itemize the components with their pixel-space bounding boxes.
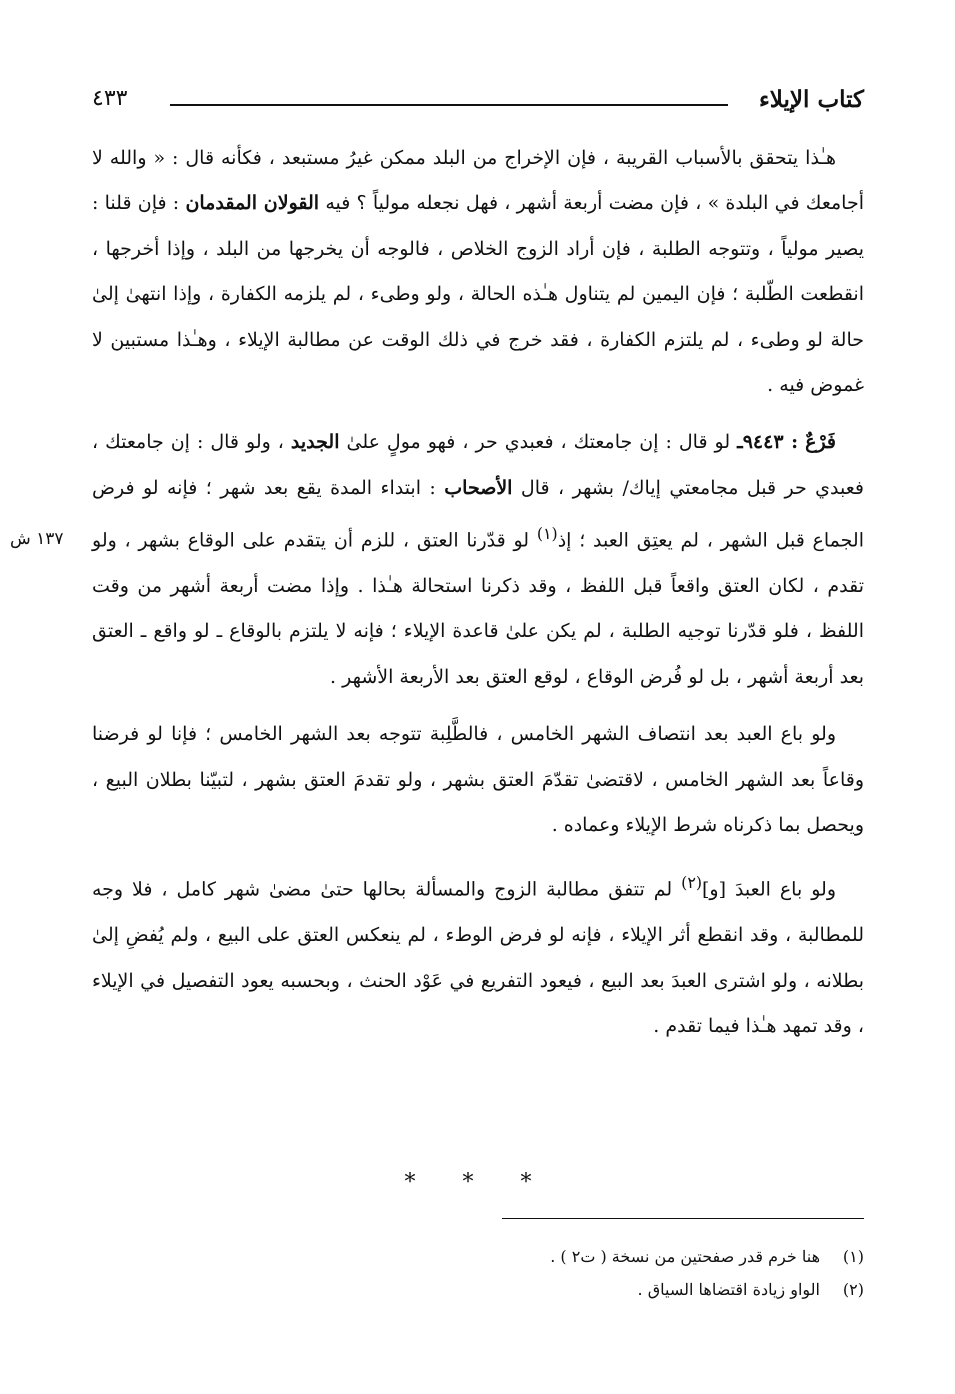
footnote-ref-1[interactable]: (١) [536, 524, 558, 544]
paragraph-4-text-a: ولو باع العبدَ [و] [702, 878, 836, 901]
page-number: ٤٣٣ [92, 86, 128, 111]
page-header [92, 82, 864, 122]
book-title: كتاب الإيلاء [758, 86, 864, 113]
paragraph-2-text-a: لو قال : إن جامعتك ، فعبدي حر ، فهو مولٍ علىٰ [346, 431, 731, 454]
header-rule [170, 104, 728, 106]
paragraph-4-text-b: لم تتفق مطالبة الزوج والمسألة بحالها حتىٰ مضىٰ شهر كامل ، فلا وجه للمطالبة ، وقد انقطع أثر الإيلاء ، فإنه لو فرض الوطء ، لم ينعكس العتق على البيع ، ولم يُفضِ إلىٰ بطلانه ، ولو اشترى العبدَ بعد البيع ، فيعود التفريع في عَوْد الحنث ، وبحسبه يعود التفصيل في الإيلاء ، وقد تمهد هـٰذا فيما تقدم . [92, 878, 864, 1037]
paragraph-1-text: هـٰذا يتحقق بالأسباب القريبة ، فإن الإخراج من البلد ممكن غيرُ مستبعد ، فكأنه قال : « والله لا أجامعك في البلدة » ، فإن مضت أربعة أشهر ، فهل نجعله مولياً ؟ فيه [92, 147, 864, 215]
paragraph-1-rest: : فإن قلنا : يصير مولياً ، وتتوجه الطلبة ، فإن أراد الزوج الخلاص ، فالوجه أن يخرجها من البلد ، وإذا أخرجها ، انقطعت الطّلبة ؛ فإن اليمين لم يتناول هـٰذه الحالة ، ولو وطىء ، لم يلزمه الكفارة ، وإذا انتهىٰ إلىٰ حالة لو وطىء ، لم يلتزم الكفارة ، فقد خرج في ذلك الوقت عن مطالبة الإيلاء ، وهـٰذا مستبين لا غموض فيه . [92, 192, 864, 397]
footnote-1-number: (١) [842, 1247, 864, 1266]
paragraph-1 [92, 136, 864, 408]
footnote-2-text: الواو زيادة اقتضاها السياق . [637, 1280, 820, 1299]
margin-note: ١٣٧ ش [10, 529, 64, 549]
paragraph-2-text-d: لو قدّرنا العتق ، للزم أن يتقدم على الوقاع بشهر ، ولو تقدم ، لكان العتق واقعاً قبل اللفظ ، وقد ذكرنا استحالة هـٰذا . وإذا مضت أربعة أشهر من وقت اللفظ ، فلو قدّرنا توجيه الطلبة ، لم يكن علىٰ قاعدة الإيلاء ؛ فإنه لا يلتزم بالوقاع ـ لو واقع ـ العتق بعد أربعة أشهر ، بل لو فُرض الوقاع ، لوقع العتق بعد الأربعة الأشهر . [92, 529, 864, 688]
paragraph-3 [92, 712, 864, 848]
paragraph-2-bold-2: الأصحاب [444, 476, 513, 499]
footnote-1-text: هنا خرم قدر صفحتين من نسخة ( ت٢ ) . [550, 1247, 820, 1266]
paragraph-2 [92, 420, 864, 700]
issue-number: : ٩٤٤٣ـ [737, 431, 799, 454]
footnote-rule [502, 1218, 864, 1219]
paragraph-2-text-b: ، ولو قال : إن جامعتك ، فعبدي حر قبل مجامعتي إياك/ بشهر ، قال [92, 431, 864, 499]
main-text [92, 136, 864, 1049]
paragraph-4 [92, 860, 864, 1049]
paragraph-1-bold: القولان المقدمان [185, 192, 320, 215]
paragraph-3-text: ولو باع العبد بعد انتصاف الشهر الخامس ، فالطَّلِبة تتوجه بعد الشهر الخامس ؛ فإنا لو فرضنا وقاعاً بعد الشهر الخامس ، لاقتضىٰ تقدّمَ العتق بشهر ، ولو تقدمَ العتق بشهر ، لتبيّنا بطلان البيع ، ويحصل بما ذكرناه شرط الإيلاء وعماده . [92, 723, 864, 837]
footnote-ref-2[interactable]: (٢) [681, 873, 703, 893]
footnote-2 [92, 1273, 864, 1306]
paragraph-2-bold-1: الجديد [290, 431, 340, 454]
section-separator: * * * [404, 1170, 552, 1195]
footnote-2-number: (٢) [842, 1280, 864, 1299]
footnotes [92, 1240, 864, 1306]
far-label: فَرْعٌ [805, 431, 837, 454]
footnote-1 [92, 1240, 864, 1273]
paragraph-2-text-c: : ابتداء المدة يقع بعد شهر ؛ فإنه لو فرض الجماع قبل الشهر ، لم يعتِق العبد ؛ إذ [92, 476, 864, 552]
